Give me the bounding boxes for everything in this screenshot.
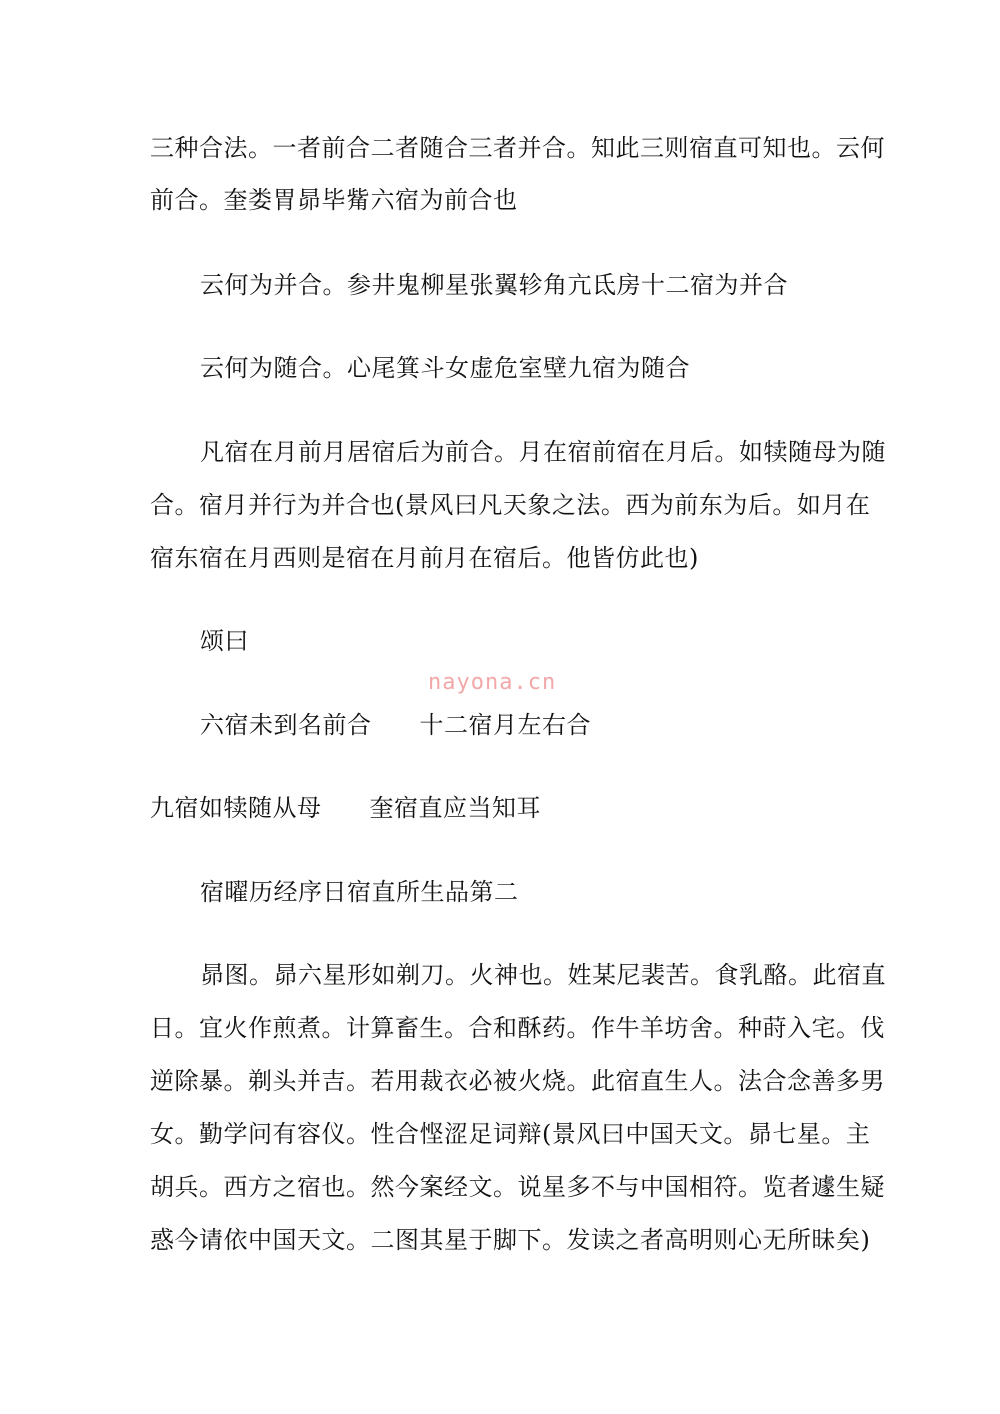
text-line: 三种合法。一者前合二者随合三者并合。知此三则宿直可知也。云何 — [150, 134, 885, 162]
verse-heading: 颂曰 — [200, 627, 249, 655]
text-line: 凡宿在月前月居宿后为前合。月在宿前宿在月后。如犊随母为随 — [200, 438, 886, 466]
text-line: 女。勤学问有容仪。性合悭涩足词辩(景风曰中国天文。昴七星。主 — [150, 1120, 871, 1148]
verse-line-part: 六宿未到名前合 — [200, 711, 372, 739]
chapter-heading: 宿曜历经序日宿直所生品第二 — [200, 878, 519, 906]
text-line: 逆除暴。剃头并吉。若用裁衣必被火烧。此宿直生人。法合念善多男 — [150, 1067, 885, 1095]
text-line: 合。宿月并行为并合也(景风曰凡天象之法。西为前东为后。如月在 — [150, 491, 871, 519]
verse-line-part: 十二宿月左右合 — [419, 711, 591, 739]
verse-line — [150, 793, 541, 823]
text-line: 前合。奎娄胃昴毕觜六宿为前合也 — [150, 186, 518, 214]
text-line: 昴图。昴六星形如剃刀。火神也。姓某尼裴苦。食乳酪。此宿直 — [200, 961, 886, 989]
verse-line-part: 奎宿直应当知耳 — [369, 794, 541, 822]
watermark: nayona.cn — [428, 670, 557, 695]
verse-line-part: 九宿如犊随从母 — [150, 794, 322, 822]
text-line: 惑今请依中国天文。二图其星于脚下。发读之者高明则心无所昧矣) — [150, 1226, 871, 1254]
text-line: 云何为并合。参井鬼柳星张翼轸角亢氐房十二宿为并合 — [200, 271, 788, 299]
text-line: 云何为随合。心尾箕斗女虚危室壁九宿为随合 — [200, 354, 690, 382]
text-line: 宿东宿在月西则是宿在月前月在宿后。他皆仿此也) — [150, 544, 699, 572]
text-line: 胡兵。西方之宿也。然今案经文。说星多不与中国相符。览者遽生疑 — [150, 1173, 885, 1201]
text-line: 日。宜火作煎煮。计算畜生。合和酥药。作牛羊坊舍。种莳入宅。伐 — [150, 1014, 885, 1042]
verse-line — [200, 710, 591, 740]
